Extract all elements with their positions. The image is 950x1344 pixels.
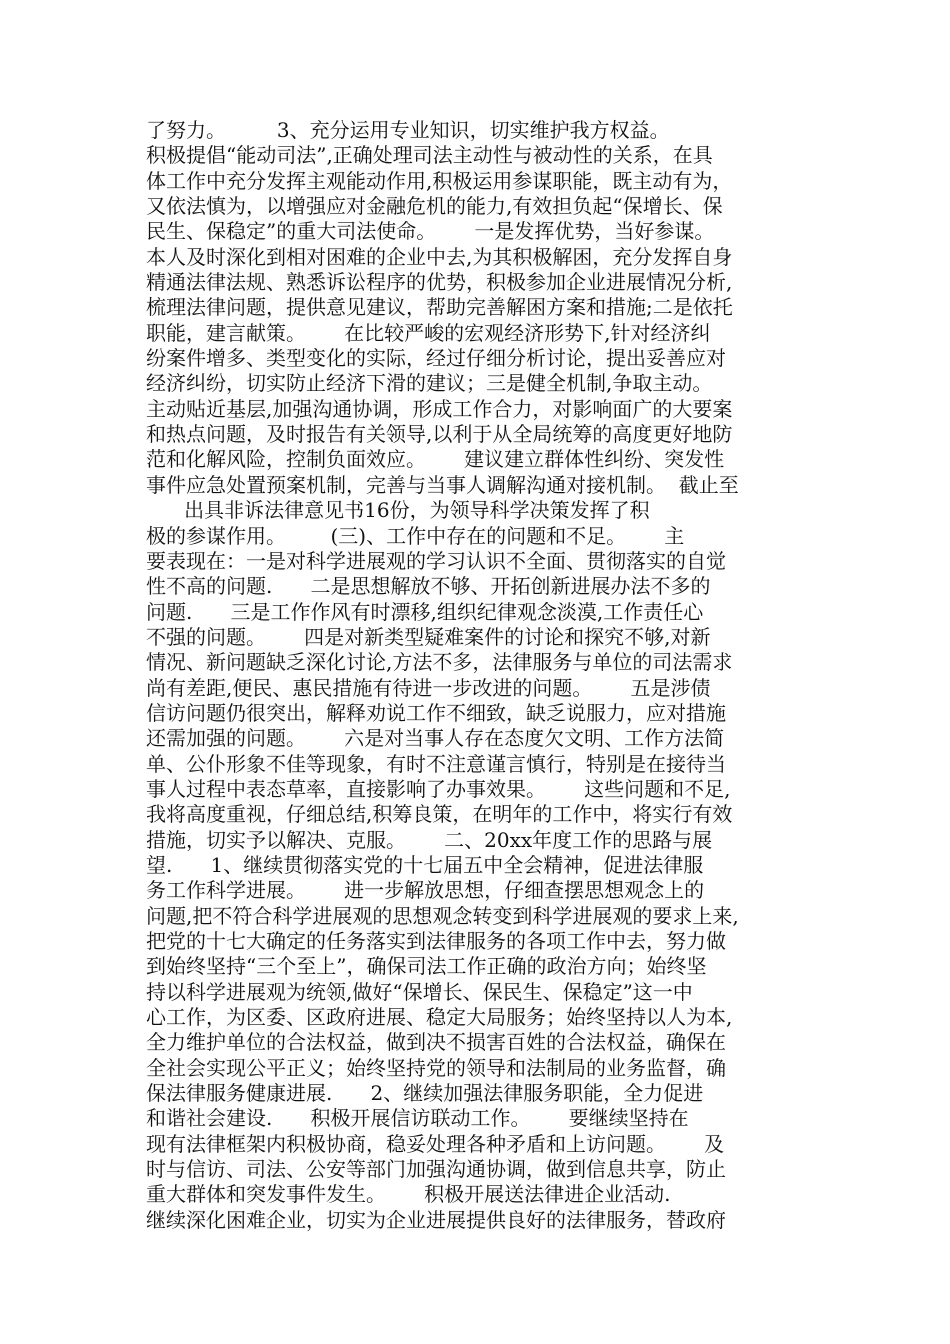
text-line: 尚有差距,便民、惠民措施有待进一步改进的问题。 五是涉债	[146, 675, 711, 700]
text-line: 信访问题仍很突出，解释劝说工作不细致，缺乏说服力，应对措施	[146, 700, 726, 725]
text-line: 不强的问题。 四是对新类型疑难案件的讨论和探究不够,对新	[146, 624, 711, 649]
text-line: 精通法律法规、熟悉诉讼程序的优势，积极参加企业进展情况分析,	[146, 270, 733, 295]
text-line: 心工作，为区委、区政府进展、稳定大局服务；始终坚持以人为本,	[146, 1005, 733, 1030]
text-line: 性不高的问题. 二是思想解放不够、开拓创新进展办法不多的	[146, 574, 711, 599]
text-line: 保法律服务健康进展. 2、继续加强法律服务职能，全力促进	[146, 1081, 704, 1106]
text-line: 又依法慎为，以增强应对金融危机的能力,有效担负起“保增长、保	[146, 194, 723, 219]
text-line: 事人过程中表态草率，直接影响了办事效果。 这些问题和不足,	[146, 776, 731, 801]
text-line: 经济纠纷，切实防止经济下滑的建议；三是健全机制,争取主动。	[146, 371, 713, 396]
text-line: 情况、新问题缺乏深化讨论,方法不多，法律服务与单位的司法需求	[146, 650, 733, 675]
text-line: 要表现在：一是对科学进展观的学习认识不全面、贯彻落实的自觉	[146, 548, 726, 573]
text-line: 主动贴近基层,加强沟通协调，形成工作合力，对影响面广的大要案	[146, 396, 733, 421]
text-line: 到始终坚持“三个至上”，确保司法工作正确的政治方向；始终坚	[146, 954, 707, 979]
text-line: 问题. 三是工作作风有时漂移,组织纪律观念淡漠,工作责任心	[146, 599, 704, 624]
text-line: 了努力。 3、充分运用专业知识，切实维护我方权益。	[146, 118, 670, 142]
text-line: 全力维护单位的合法权益，做到决不损害百姓的合法权益，确保在	[146, 1030, 726, 1055]
text-line: 民生、保稳定”的重大司法使命。 一是发挥优势，当好参谋。	[146, 219, 715, 244]
text-line: 单、公仆形象不佳等现象，有时不注意谨言慎行，特别是在接待当	[146, 751, 726, 776]
text-line: 全社会实现公平正义；始终坚持党的领导和法制局的业务监督，确	[146, 1055, 726, 1080]
text-line: 事件应急处置预案机制，完善与当事人调解沟通对接机制。 截止至	[146, 472, 739, 497]
text-line: 还需加强的问题。 六是对当事人存在态度欠文明、工作方法简	[146, 726, 725, 751]
text-line: 和谐社会建设. 积极开展信访联动工作。 要继续坚持在	[146, 1106, 689, 1131]
text-line: 出具非诉法律意见书16份，为领导科学决策发挥了积	[146, 498, 650, 523]
body-text	[146, 118, 806, 1233]
text-line: 时与信访、司法、公安等部门加强沟通协调，做到信息共享，防止	[146, 1157, 726, 1182]
text-line: 梳理法律问题，提供意见建议，帮助完善解困方案和措施;二是依托	[146, 295, 733, 320]
text-line: 务工作科学进展。 进一步解放思想，仔细查摆思想观念上的	[146, 878, 705, 903]
text-line: 持以科学进展观为统领,做好“保增长、保民生、保稳定”这一中	[146, 979, 693, 1004]
text-line: 极的参谋作用。 (三)、工作中存在的问题和不足。 主	[146, 523, 685, 548]
text-line: 体工作中充分发挥主观能动作用,积极运用参谋职能，既主动有为，	[146, 168, 733, 193]
text-line: 望. 1、继续贯彻落实党的十七届五中全会精神，促进法律服	[146, 852, 704, 877]
text-line: 现有法律框架内积极协商，稳妥处理各种矛盾和上访问题。 及	[146, 1131, 725, 1156]
text-line: 范和化解风险，控制负面效应。 建议建立群体性纠纷、突发性	[146, 447, 725, 472]
text-line: 继续深化困难企业，切实为企业进展提供良好的法律服务，替政府	[146, 1207, 726, 1232]
text-line: 措施，切实予以解决、克服。 二、20xx年度工作的思路与展	[146, 827, 713, 852]
text-line: 把党的十七大确定的任务落实到法律服务的各项工作中去，努力做	[146, 929, 726, 953]
text-line: 职能，建言献策。 在比较严峻的宏观经济形势下,针对经济纠	[146, 320, 711, 345]
text-line: 积极提倡“能动司法”,正确处理司法主动性与被动性的关系，在具	[146, 143, 713, 168]
text-line: 重大群体和突发事件发生。 积极开展送法律进企业活动.	[146, 1182, 671, 1207]
text-line: 我将高度重视，仔细总结,积筹良策，在明年的工作中，将实行有效	[146, 802, 733, 827]
text-line: 本人及时深化到相对困难的企业中去,为其积极解困，充分发挥自身	[146, 244, 733, 269]
text-line: 纷案件增多、类型变化的实际，经过仔细分析讨论，提出妥善应对	[146, 346, 726, 371]
text-line: 问题,把不符合科学进展观的思想观念转变到科学进展观的要求上来,	[146, 903, 739, 928]
text-line: 和热点问题，及时报告有关领导,以利于从全局统筹的高度更好地防	[146, 422, 733, 447]
